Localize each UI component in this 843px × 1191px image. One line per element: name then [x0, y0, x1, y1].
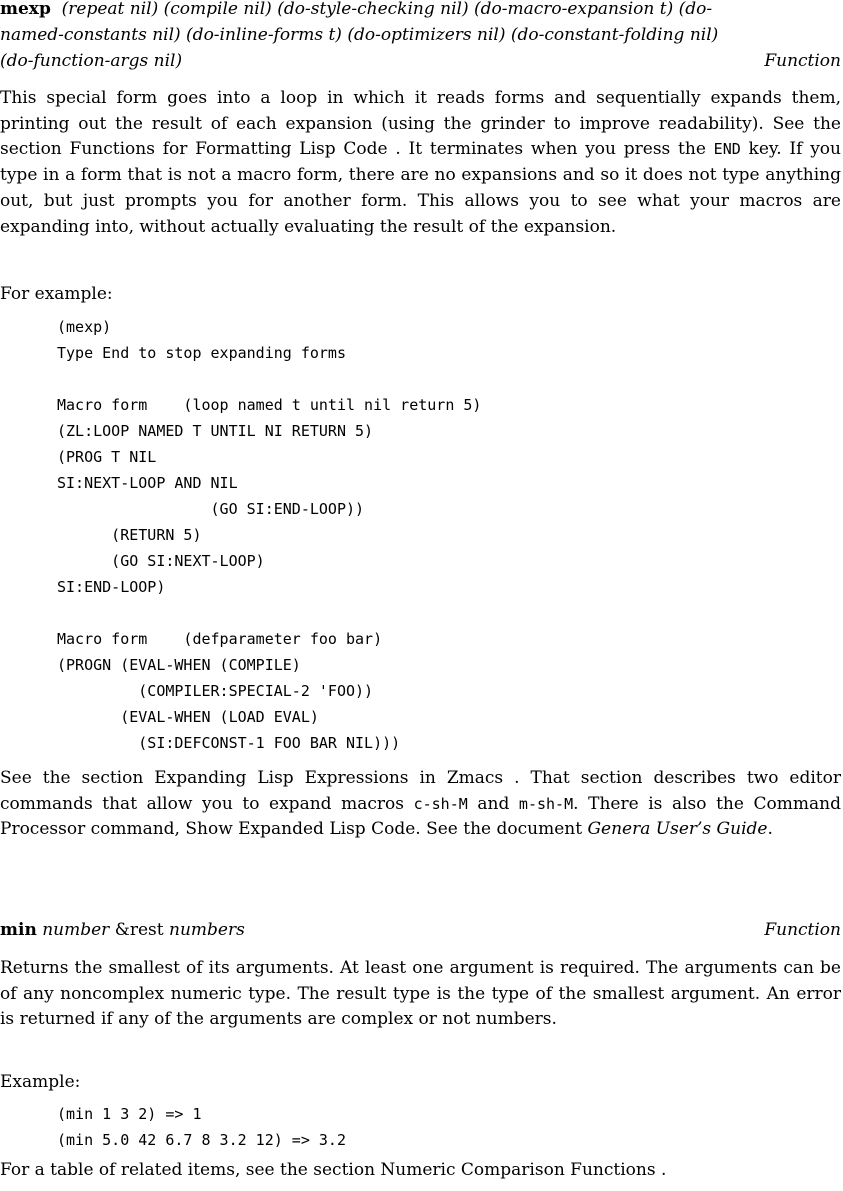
mexp-signature-line1: (repeat nil) (compile nil) (do-style-checking nil) (do-macro-expansion t) (do- — [61, 0, 713, 19]
mexp-function-name: mexp — [0, 0, 51, 19]
min-function-name: min — [0, 920, 37, 940]
min-arg-numbers: numbers — [169, 920, 245, 940]
mexp-signature-line2: named-constants nil) (do-inline-forms t) (do-optimizers nil) (do-constant-folding nil) — [0, 25, 719, 45]
end-key: END — [713, 140, 741, 159]
mexp-signature-line3: (do-function-args nil) — [0, 51, 183, 71]
key-c-sh-m: c-sh-M — [413, 794, 468, 813]
min-description: Returns the smallest of its arguments. At least one argument is required. The arguments can be of any noncomplex numeric type. The result type is the type of the smallest argument. An error is returned if any of the arguments are complex or not numbers. — [0, 958, 841, 1030]
mexp-description-rest: key. If you type in a form that is not a macro form, there are no expansions and so it does not type anything out, but just prompts you for another form. This allows you to see what your macros are expanding into, without actually evaluating the result of the expansion. — [0, 139, 841, 237]
key-m-sh-m: m-sh-M — [518, 794, 574, 813]
mexp-heading-line2 — [0, 22, 841, 48]
min-example-code: (min 1 3 2) => 1 (min 5.0 42 6.7 8 3.2 12) => 3.2 — [57, 1105, 346, 1149]
see-also-text: See the section Expanding Lisp Expressions in Zmacs . That section describes two editor commands that allow you to expand macros — [0, 768, 841, 814]
min-entry-type: Function — [764, 920, 841, 940]
mexp-entry-type: Function — [764, 51, 841, 71]
mexp-example-label: For example: — [0, 284, 113, 304]
mexp-see-also — [0, 766, 841, 843]
mexp-heading — [0, 0, 841, 22]
min-heading — [0, 917, 841, 943]
min-related: For a table of related items, see the section Numeric Comparison Functions . — [0, 1160, 667, 1180]
min-example-label: Example: — [0, 1072, 81, 1092]
mexp-description-text: This special form goes into a loop in which it reads forms and sequentially expands them, printing out the result of each expansion (using the grinder to improve readability). See the section Functions for Formatting Lisp Code . It terminates when you press the — [0, 88, 841, 160]
see-also-text-2: . There is also the Command Processor command, Show Expanded Lisp Code. See the document — [0, 793, 841, 840]
mexp-example-code: (mexp) Type End to stop expanding forms Macro form (loop named t until nil return 5) (ZL:LOOP NAMED T UNTIL NI RETURN 5) (PROG T NIL SI:NEXT-LOOP AND NIL (GO SI:END-LOOP)) (RETURN 5) (GO SI:NEXT-LOOP) SI:END-LOOP) Macro form (defparameter foo bar) (PROGN (EVAL-WHEN (COMPILE) (COMPILER:SPECIAL-2 'FOO)) (EVAL-WHEN (LOAD EVAL) (SI:DEFCONST-1 FOO BAR NIL))) — [57, 318, 482, 752]
genera-users-guide-ref: Genera User’s Guide — [587, 819, 768, 840]
min-arg-number: number — [42, 920, 110, 940]
see-also-and: and — [467, 793, 519, 814]
mexp-heading-line3 — [0, 48, 841, 74]
mexp-description — [0, 86, 841, 240]
min-rest-keyword: &rest — [114, 920, 164, 940]
see-also-end: . — [767, 819, 773, 840]
